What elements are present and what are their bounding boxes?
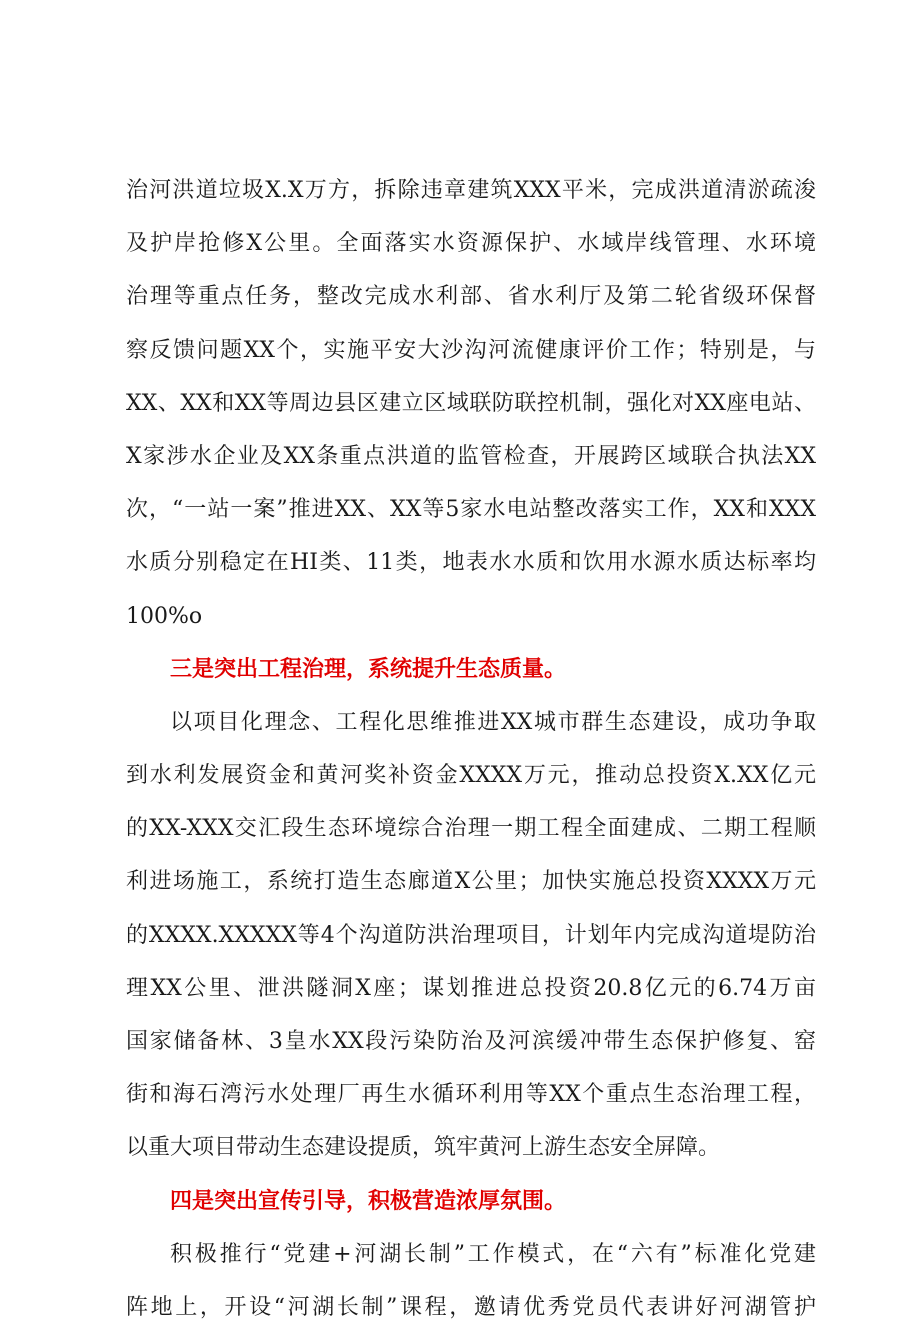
text-line: 及护岸抢修X公里。全面落实水资源保护、水域岸线管理、水环境 [126, 231, 816, 257]
text-line: 街和海石湾污水处理厂再生水循环利用等XX个重点生态治理工程， [126, 1082, 816, 1108]
text-line: 水质分别稳定在HI类、11类，地表水水质和饮用水源水质达标率均 [126, 550, 816, 576]
text-line: 到水利发展资金和黄河奖补资金XXXX万元，推动总投资X.XX亿元 [126, 763, 816, 789]
paragraph-publicity [126, 1228, 816, 1334]
section-heading-publicity: 四是突出宣传引导，积极营造浓厚氛围。 [170, 1188, 567, 1214]
text-line: 阵地上，开设“河湖长制”课程，邀请优秀党员代表讲好河湖管护 [126, 1294, 816, 1320]
text-line: XX、XX和XX等周边县区建立区域联防联控机制，强化对XX座电站、 [126, 390, 816, 416]
document-body [126, 164, 816, 1334]
text-line: 的XX-XXX交汇段生态环境综合治理一期工程全面建成、二期工程顺 [126, 816, 816, 842]
section-heading-engineering: 三是突出工程治理，系统提升生态质量。 [170, 656, 567, 682]
text-line: 以项目化理念、工程化思维推进XX城市群生态建设，成功争取 [170, 709, 816, 735]
text-line: X家涉水企业及XX条重点洪道的监管检查，开展跨区域联合执法XX [126, 443, 816, 469]
text-line: 利进场施工，系统打造生态廊道X公里；加快实施总投资XXXX万元 [126, 869, 816, 895]
text-line: 国家储备林、3皇水XX段污染防治及河滨缓冲带生态保护修复、窑 [126, 1029, 816, 1054]
text-line: 100%o [126, 603, 203, 629]
paragraph-engineering [126, 696, 816, 1175]
text-line: 的XXXX.XXXXX等4个沟道防洪治理项目，计划年内完成沟道堤防治 [126, 922, 816, 948]
paragraph-water-governance [126, 164, 816, 643]
text-line: 以重大项目带动生态建设提质，筑牢黄河上游生态安全屏障。 [126, 1135, 721, 1161]
text-line: 理XX公里、泄洪隧洞X座；谋划推进总投资20.8亿元的6.74万亩 [126, 975, 816, 1001]
text-line: 治理等重点任务，整改完成水利部、省水利厅及第二轮省级环保督 [126, 284, 816, 310]
text-line: 察反馈问题XX个，实施平安大沙沟河流健康评价工作；特别是，与 [126, 337, 816, 363]
text-line: 积极推行“党建+河湖长制”工作模式，在“六有”标准化党建 [170, 1241, 816, 1267]
text-line: 治河洪道垃圾X.X万方，拆除违章建筑XXX平米，完成洪道清淤疏浚 [126, 178, 816, 203]
text-line: 次，“一站一案”推进XX、XX等5家水电站整改落实工作，XX和XXX [126, 497, 816, 523]
